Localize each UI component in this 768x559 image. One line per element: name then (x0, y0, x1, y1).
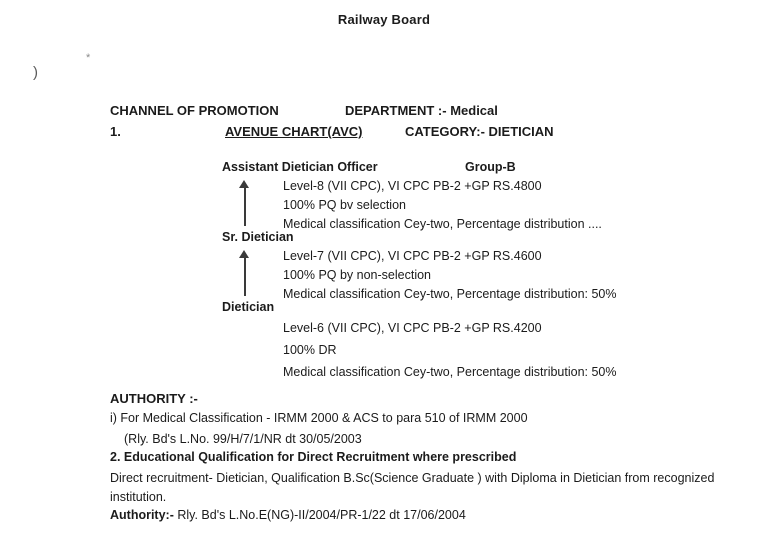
quota-2: 100% PQ by non-selection (283, 268, 432, 282)
classification-3: Medical classification Cey-two, Percentage distribution: 50% (283, 365, 617, 379)
department-label: DEPARTMENT :- Medical (345, 103, 498, 118)
subheader-row (110, 124, 730, 139)
promotion-arrow-up-1 (239, 180, 251, 226)
post-title-dietician: Dietician (222, 300, 275, 314)
header-row (110, 103, 710, 118)
quota-1: 100% PQ bv selection (283, 198, 406, 212)
authority-final (110, 508, 466, 522)
quota-3: 100% DR (283, 343, 337, 357)
pay-level-3: Level-6 (VII CPC), VI CPC PB-2 +GP RS.4200 (283, 321, 542, 335)
item-number: 1. (110, 124, 121, 139)
post-title-sr-dietician: Sr. Dietician (222, 230, 294, 244)
pay-level-2: Level-7 (VII CPC), VI CPC PB-2 +GP RS.4600 (283, 249, 542, 263)
authority-final-label: Authority:- (110, 508, 174, 522)
authority-final-value: Rly. Bd's L.No.E(NG)-II/2004/PR-1/22 dt 17/06/2004 (177, 508, 466, 522)
authority-line-1: i) For Medical Classification - IRMM 2000 & ACS to para 510 of IRMM 2000 (110, 411, 528, 425)
education-qualification-heading: 2. Educational Qualification for Direct Recruitment where prescribed (110, 450, 517, 464)
channel-of-promotion-label: CHANNEL OF PROMOTION (110, 103, 279, 118)
post-title-assistant-dietician-officer: Assistant Dietician Officer (222, 160, 378, 174)
authority-line-2: (Rly. Bd's L.No. 99/H/7/1/NR dt 30/05/2003 (124, 432, 362, 446)
classification-2: Medical classification Cey-two, Percentage distribution: 50% (283, 287, 617, 301)
details-assistant-dietician-officer (283, 177, 602, 234)
details-dietician (283, 317, 617, 383)
stray-mark-asterisk: * (86, 52, 91, 64)
page-title: Railway Board (337, 12, 431, 27)
education-qualification-body: Direct recruitment- Dietician, Qualification B.Sc(Science Graduate ) with Diploma in Dietician from recognized institution. (110, 471, 715, 504)
promotion-arrow-up-2 (239, 250, 251, 296)
category-label: CATEGORY:- DIETICIAN (405, 124, 554, 139)
details-sr-dietician (283, 247, 617, 304)
classification-1: Medical classification Cey-two, Percentage distribution .... (283, 217, 602, 231)
avenue-chart-label: AVENUE CHART(AVC) (225, 124, 363, 139)
grade-assistant-dietician-officer: Group-B (465, 160, 516, 174)
stray-mark-paren: ) (33, 64, 38, 81)
authority-heading: AUTHORITY :- (110, 391, 198, 406)
pay-level-1: Level-8 (VII CPC), VI CPC PB-2 +GP RS.4800 (283, 179, 542, 193)
